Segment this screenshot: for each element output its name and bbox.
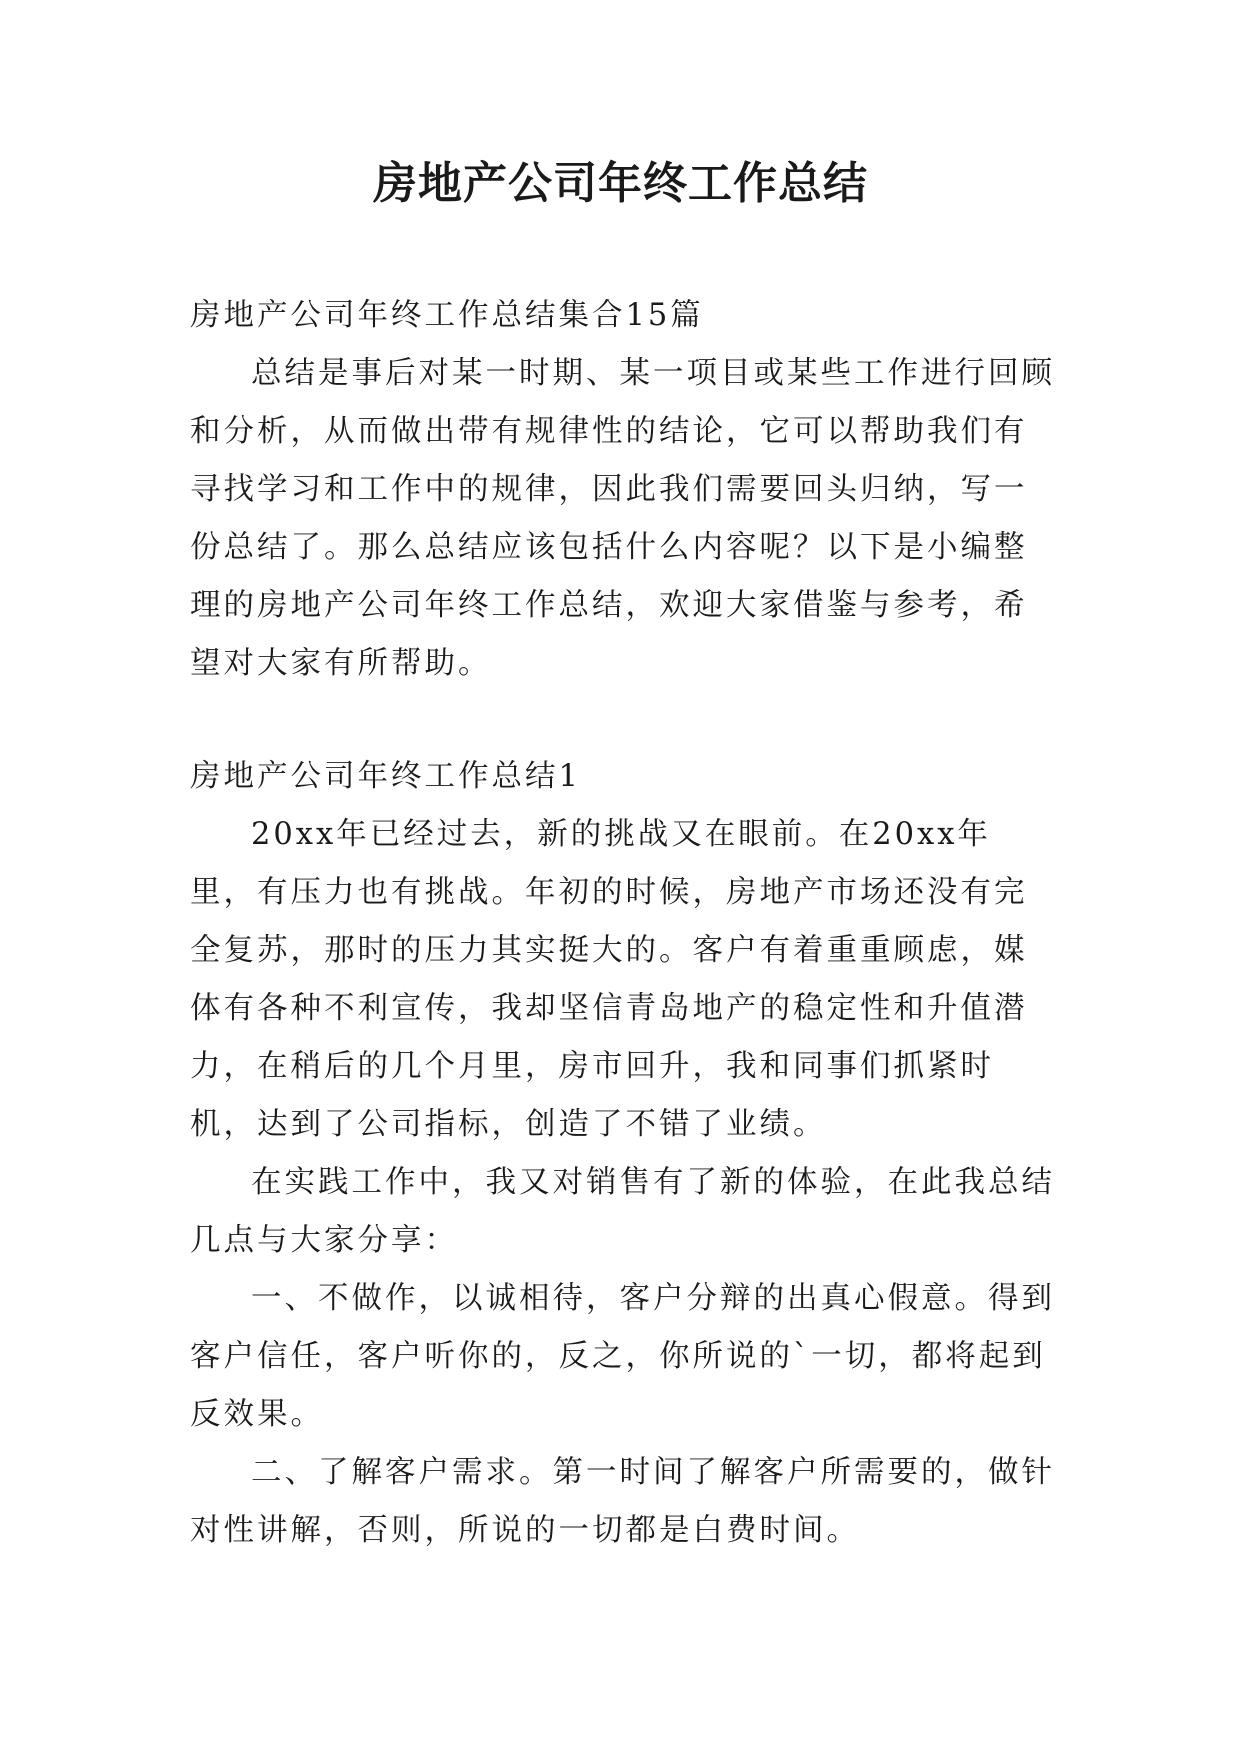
- collection-heading: 房地产公司年终工作总结集合15篇: [190, 298, 704, 333]
- document-title: 房地产公司年终工作总结: [373, 158, 868, 209]
- section-heading: 房地产公司年终工作总结1: [190, 759, 581, 794]
- intro-paragraph: 总结是事后对某一时期、某一项目或某些工作进行回顾和分析，从而做出带有规律性的结论，它可以帮助我们有寻找学习和工作中的规律，因此我们需要回头归纳，写一份总结了。那么总结应该包括什么内容呢？以下是小编整理的房地产公司年终工作总结，欢迎大家借鉴与参考，希望对大家有所帮助。: [190, 356, 1055, 681]
- list-point: 一、不做作，以诚相待，客户分辩的出真心假意。得到客户信任，客户听你的，反之，你所说的`一切，都将起到反效果。: [190, 1281, 1055, 1432]
- body-paragraph: 20xx年已经过去，新的挑战又在眼前。在20xx年里，有压力也有挑战。年初的时候，房地产市场还没有完全复苏，那时的压力其实挺大的。客户有着重重顾虑，媒体有各种不利宣传，我却坚信青岛地产的稳定性和升值潜力，在稍后的几个月里，房市回升，我和同事们抓紧时机，达到了公司指标，创造了不错了业绩。: [190, 817, 1028, 1142]
- body-paragraph: 在实践工作中，我又对销售有了新的体验，在此我总结几点与大家分享：: [190, 1165, 1055, 1258]
- list-point: 二、了解客户需求。第一时间了解客户所需要的，做针对性讲解，否则，所说的一切都是白费时间。: [190, 1455, 1055, 1548]
